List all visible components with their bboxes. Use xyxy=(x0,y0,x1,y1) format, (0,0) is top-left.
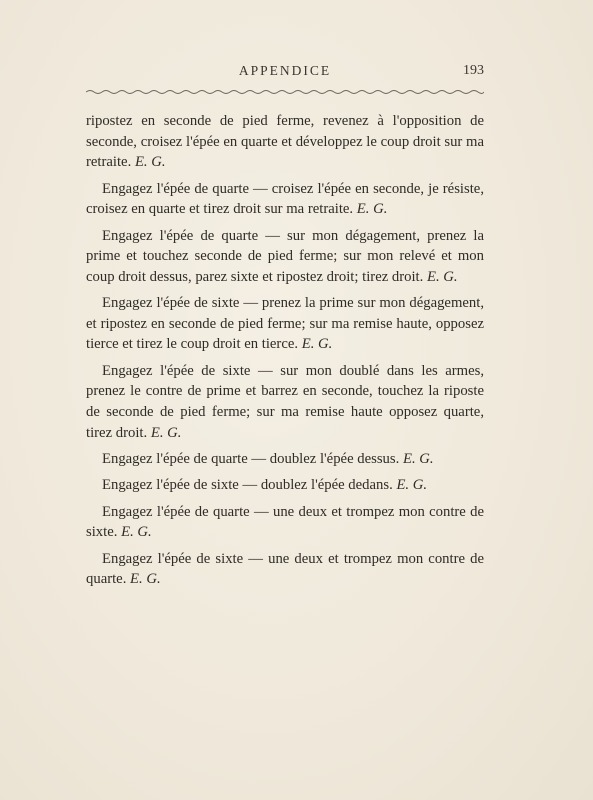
body-text xyxy=(86,111,484,596)
paragraph-text: Engagez l'épée de quarte — sur mon dégagement, prenez la prime et touchez seconde de pied ferme; sur mon relevé et mon coup droit dessus, parez sixte et ripostez droit; tirez droit. xyxy=(86,227,484,285)
paragraph xyxy=(86,111,484,173)
author-initials: E. G. xyxy=(150,424,182,441)
paragraph xyxy=(86,549,484,590)
paragraph xyxy=(86,179,484,220)
author-initials: E. G. xyxy=(301,336,333,353)
paragraph-text: Engagez l'épée de sixte — prenez la prime sur mon dégagement, et ripostez en seconde de pied ferme; sur ma remise haute, opposez tierce et tirez le coup droit en tierce. xyxy=(86,295,484,353)
paragraph xyxy=(86,502,484,543)
paragraph-text: Engagez l'épée de sixte — une deux et trompez mon contre de quarte. xyxy=(86,550,484,588)
author-initials: E. G. xyxy=(396,477,428,494)
paragraph-text: Engagez l'épée de quarte — une deux et trompez mon contre de sixte. xyxy=(86,503,484,541)
paragraph xyxy=(86,449,484,470)
page-header xyxy=(86,63,484,83)
author-initials: E. G. xyxy=(134,154,166,171)
running-title: APPENDICE xyxy=(238,63,332,78)
author-initials: E. G. xyxy=(402,450,434,467)
paragraph xyxy=(86,226,484,288)
paragraph xyxy=(86,361,484,443)
ornamental-rule xyxy=(86,89,484,95)
paragraph-text: Engagez l'épée de quarte — croisez l'épée en seconde, je résiste, croisez en quarte et tirez droit sur ma retraite. xyxy=(86,180,484,218)
paragraph xyxy=(86,475,484,496)
paragraph-text: Engagez l'épée de quarte — doublez l'épée dessus. xyxy=(102,450,400,467)
paragraph xyxy=(86,293,484,355)
author-initials: E. G. xyxy=(121,524,152,541)
paragraph-text: Engagez l'épée de sixte — doublez l'épée dedans. xyxy=(102,477,393,494)
paragraph-text: Engagez l'épée de sixte — sur mon doublé dans les armes, prenez le contre de prime et barrez en seconde, touchez la riposte de seconde de pied ferme; sur ma remise haute opposez quarte, tirez droit. xyxy=(86,362,484,441)
paragraph-text: ripostez en seconde de pied ferme, revenez à l'opposition de seconde, croisez l'épée en quarte et développez le coup droit sur ma retraite. xyxy=(86,113,484,171)
author-initials: E. G. xyxy=(426,268,458,285)
page-number: 193 xyxy=(463,63,484,78)
author-initials: E. G. xyxy=(356,201,388,218)
author-initials: E. G. xyxy=(130,571,161,588)
